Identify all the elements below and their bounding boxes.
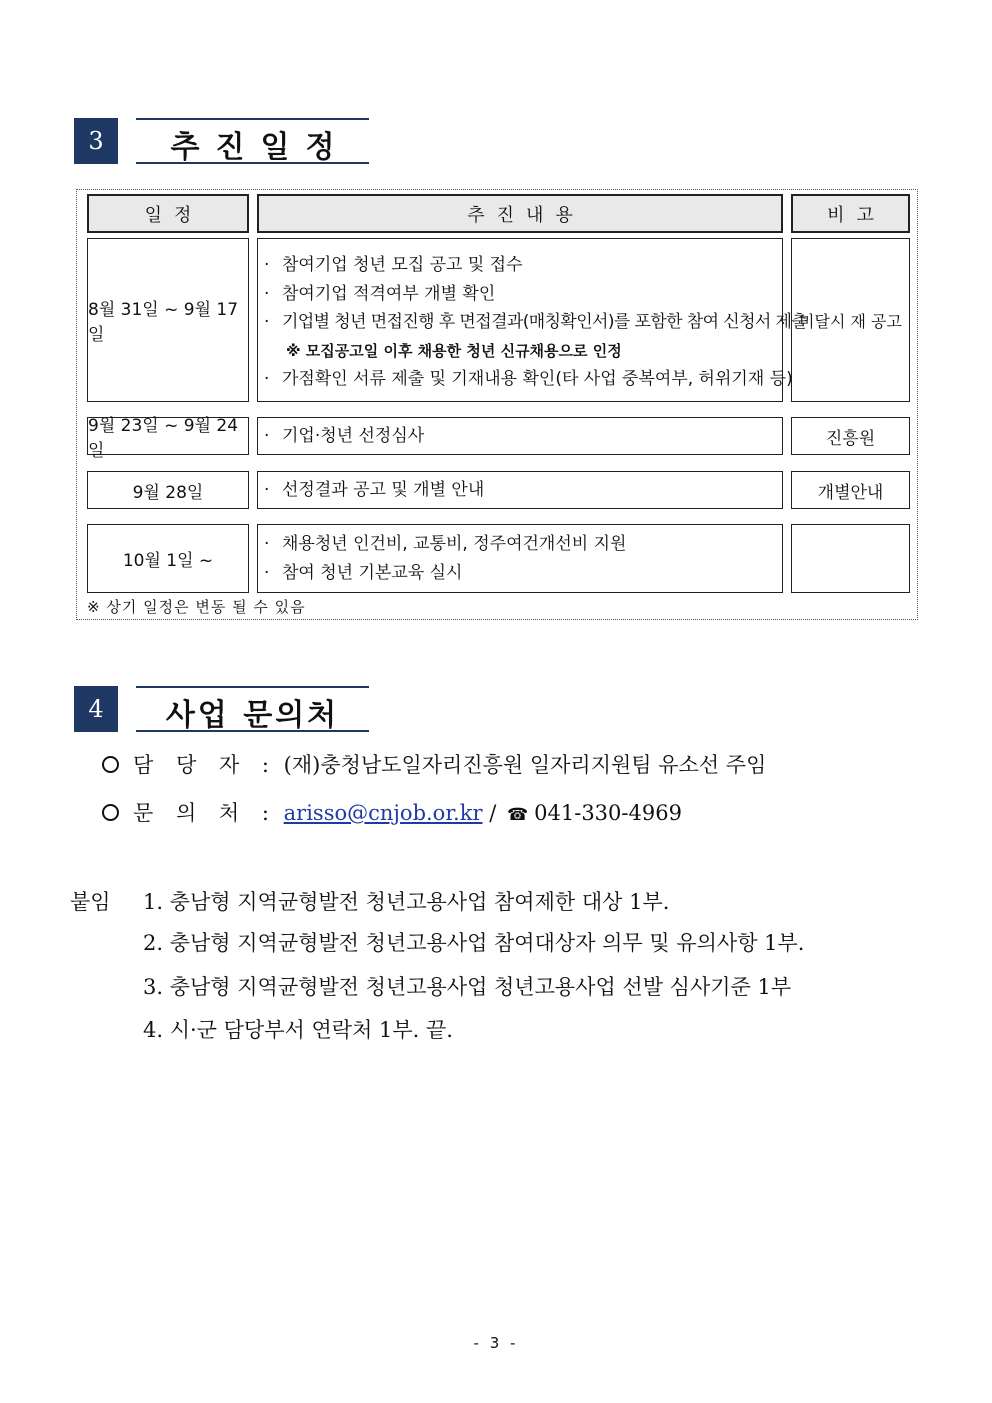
attachment-item-2: 2. 충남형 지역균형발전 청년고용사업 참여대상자 의무 및 유의사항 1부. (143, 931, 805, 955)
row-4-content (257, 524, 783, 593)
row-1-date: 8월 31일 ~ 9월 17일 (87, 238, 249, 402)
bullet-icon: · (264, 562, 270, 583)
list-item: · 참여기업 적격여부 개별 확인 (264, 280, 495, 309)
list-item: · 가점확인 서류 제출 및 기재내용 확인(타 사업 중복여부, 허위기재 등) (264, 365, 793, 394)
bullet-icon: · (264, 312, 270, 332)
circle-bullet-icon (102, 804, 119, 821)
section-number: 4 (74, 686, 118, 732)
row-1-remark: 미달시 재 공고 (791, 238, 910, 402)
header-remark: 비고 (791, 194, 910, 233)
section-title-box (136, 118, 369, 164)
bullet-icon: · (264, 283, 270, 304)
row-4-date: 10월 1일 ~ (87, 524, 249, 593)
row-3-remark: 개별안내 (791, 471, 910, 509)
section-number: 3 (74, 118, 118, 164)
list-item: · 참여 청년 기본교육 실시 (264, 559, 462, 588)
section-title: 추진일정 (170, 130, 351, 165)
header-content: 추진내용 (257, 194, 783, 233)
row-2-remark: 진흥원 (791, 417, 910, 455)
circle-bullet-icon (102, 756, 119, 773)
header-date: 일정 (87, 194, 249, 233)
list-item: · 기업별 청년 면접진행 후 면접결과(매칭확인서)를 포함한 참여 신청서 제출 (264, 308, 807, 337)
bullet-icon: · (264, 479, 270, 500)
list-item: · 기업·청년 선정심사 (264, 422, 424, 451)
inquiry-line (102, 797, 682, 827)
list-item: · 선정결과 공고 및 개별 안내 (264, 476, 484, 505)
row-1-note: ※ 모집공고일 이후 채용한 청년 신규채용으로 인정 (286, 341, 622, 360)
row-2-content (257, 417, 783, 455)
bullet-icon: · (264, 255, 270, 275)
row-3-date: 9월 28일 (87, 471, 249, 509)
contact-person-line (102, 749, 766, 779)
contact-label: 담 당 자 : (133, 753, 277, 777)
telephone-icon: ☎ (506, 805, 529, 825)
section-title: 사업 문의처 (165, 698, 340, 733)
attachments-label: 붙임 (70, 890, 111, 914)
bullet-icon: · (264, 425, 270, 446)
attachment-item-1: 1. 충남형 지역균형발전 청년고용사업 참여제한 대상 1부. (143, 890, 670, 914)
separator: / (489, 801, 497, 825)
contact-value: (재)충청남도일자리진흥원 일자리지원팀 유소선 주임 (283, 753, 767, 777)
row-3-content (257, 471, 783, 509)
row-2-date: 9월 23일 ~ 9월 24일 (87, 417, 249, 455)
inquiry-label: 문 의 처 : (133, 801, 277, 825)
bullet-icon: · (264, 369, 270, 389)
attachment-item-3: 3. 충남형 지역균형발전 청년고용사업 청년고용사업 선발 심사기준 1부 (143, 975, 792, 999)
phone-number: 041-330-4969 (534, 801, 682, 825)
attachment-item-4: 4. 시·군 담당부서 연락처 1부. 끝. (143, 1018, 453, 1042)
list-item: · 참여기업 청년 모집 공고 및 접수 (264, 251, 523, 280)
row-4-remark (791, 524, 910, 593)
section-title-box (136, 686, 369, 732)
table-footnote: ※ 상기 일정은 변동 될 수 있음 (87, 598, 306, 616)
schedule-table (76, 189, 918, 620)
list-item: · 채용청년 인건비, 교통비, 정주여건개선비 지원 (264, 530, 626, 559)
email-link[interactable]: arisso@cnjob.or.kr (283, 801, 483, 825)
row-1-content (257, 238, 808, 402)
page-number: - 3 - (473, 1334, 519, 1352)
bullet-icon: · (264, 534, 270, 554)
